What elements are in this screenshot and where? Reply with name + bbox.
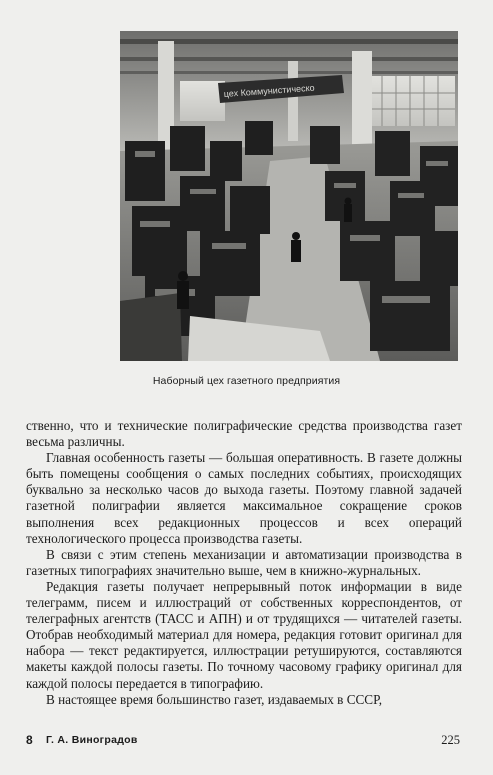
paragraph: В связи с этим степень механизации и автоматизации производства в газетных типографиях значительно выше, чем в книжно-журнальных. xyxy=(26,546,462,578)
paragraph: Главная особенность газеты — большая оперативность. В газете должны быть помещены сообщения о самых последних событиях, происходящих буквально за несколько часов до выхода газеты. Поэтому главной задачей газетной полиграфии является максимальное сокращение сроков выполнения всех редакционных процессов и всех операций технологического процесса производства газеты. xyxy=(26,450,462,546)
banner-text: цех Коммунистическо xyxy=(223,82,315,99)
page-number: 225 xyxy=(441,733,460,747)
signature-number: 8 xyxy=(26,733,33,747)
paragraph: В настоящее время большинство газет, издаваемых в СССР, xyxy=(46,691,383,707)
page-footer xyxy=(26,733,462,753)
photo-illustration xyxy=(120,31,458,361)
printing-shop-photo xyxy=(120,31,458,361)
paragraph: Редакция газеты получает непрерывный поток информации в виде телеграмм, писем и иллюстраций от собственных корреспондентов, от телеграфных агентств (ТАСС и АПН) и от трудящихся — читателей газеты. Отобрав необходимый материал для номера, редакция готовит оригинал для набора — текст редактируется, иллюстрации ретушируются, составляются макеты каждой полосы газеты. По точному часовому графику оригинал для каждой полосы передается в типографию. xyxy=(26,578,462,691)
paragraph: ственно, что и технические полиграфические средства производства газет весьма различны. xyxy=(26,418,462,450)
figure-caption: Наборный цех газетного предприятия xyxy=(152,375,341,387)
body-text xyxy=(26,418,462,708)
author-signature: Г. А. Виноградов xyxy=(46,734,138,746)
